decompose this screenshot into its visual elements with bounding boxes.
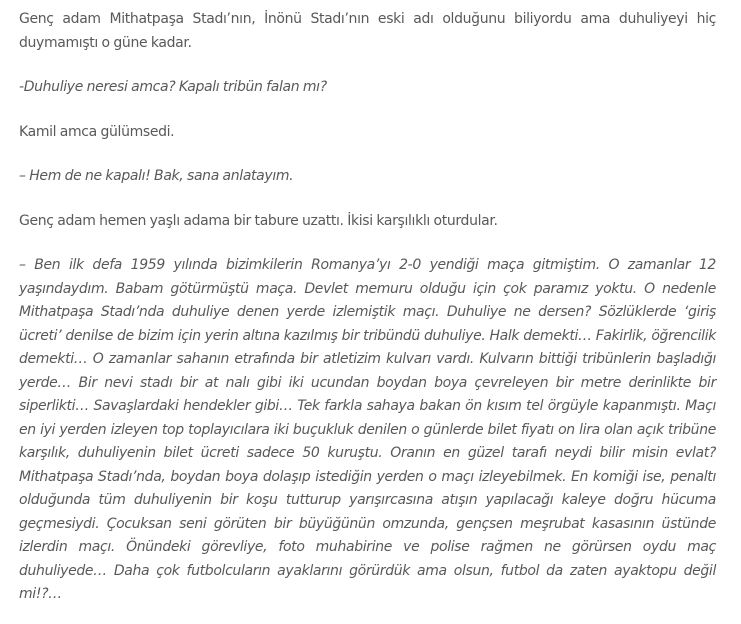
paragraph-stool: Genç adam hemen yaşlı adama bir tabure uzattı. İkisi karşılıklı oturdular. bbox=[19, 212, 498, 229]
paragraph-reply: – Hem de ne kapalı! Bak, sana anlatayım. bbox=[19, 168, 294, 184]
article-body bbox=[19, 8, 716, 607]
paragraph-smile: Kamil amca gülümsedi. bbox=[19, 123, 175, 140]
paragraph-intro: Genç adam Mithatpaşa Stadı’nın, İnönü Stadı’nın eski adı olduğunu biliyordu ama duhuliyeyi hiç duymamıştı o güne kadar. bbox=[19, 11, 716, 51]
paragraph-question: -Duhuliye neresi amca? Kapalı tribün falan mı? bbox=[19, 79, 327, 95]
paragraph-story: – Ben ilk defa 1959 yılında bizimkilerin Romanya’yı 2-0 yendiği maça gitmiştim. O zamanlar 12 yaşındaydım. Babam götürmüştü maça. Devlet memuru olduğu için çok paramız yoktu. O nedenle Mithatpaşa Stadı’nda duhuliye denen yerde izlemiştik maçı. Duhuliye ne dersen? Sözlüklerde ‘giriş ücreti’ denilse de bizim için yerin altına kazılmış bir tribündü duhuliye. Halk demekti… Fakirlik, öğrencilik demekti… O zamanlar sahanın etrafında bir atletizim kulvarı vardı. Kulvarın bittiği tribünlerin başladığı yerde… Bir nevi stadı bir at nalı gibi iki ucundan boydan boya çevreleyen bir metre derinlikte bir siperlikti… Savaşlardaki hendekler gibi… Tek farkla sahaya bakan ön kısım tel örgüyle kapanmıştı. Maçı en iyi yerden izleyen top toplayıcılara iki buçukluk denilen o günlerde bilet fiyatı on lira olan açık tribüne karşılık, duhuliyenin bilet ücreti sadece 50 kuruştu. Oranın en güzel tarafı neydi bilir misin evlat? Mithatpaşa Stadı’nda, boydan boya dolaşıp istediğin yerden o maçı izleyebilmek. En komiği ise, penaltı olduğunda tüm duhuliyenin bir koşu tutturup yarışırcasına atışın yapılacağı kaleye doğru hücuma geçmesiydi. Çocuksan seni görüten bir büyüğünün omzunda, gençsen meşrubat kasasının üstünde izlerdin maçı. Önündeki görevliye, foto muhabirine ve polise rağmen ne görürsen oydu maç duhuliyede… Daha çok futbolcuların ayaklarını görürdük ama olsun, futbol da zaten ayaktopu değil mi!?… bbox=[19, 257, 716, 602]
